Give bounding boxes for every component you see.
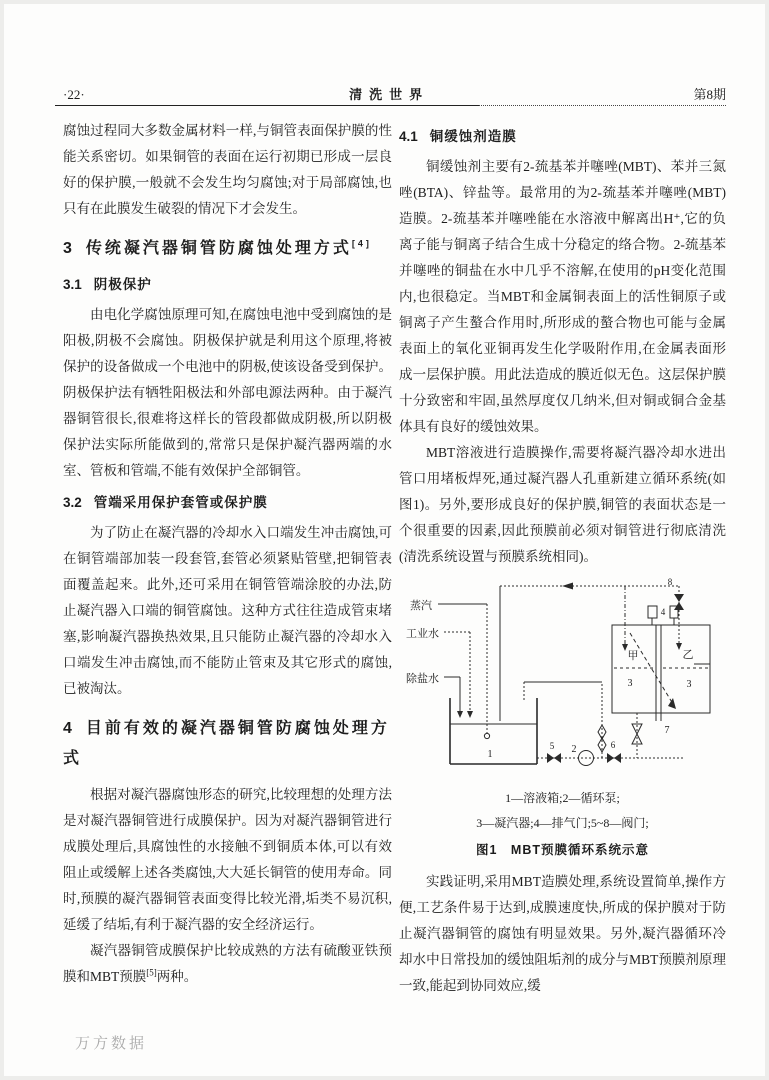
flow-arrow-diagonal <box>668 698 676 709</box>
label-valve-8: 8 <box>667 578 672 587</box>
label-pump-2: 2 <box>571 744 576 755</box>
valve-5-icon <box>554 753 561 763</box>
section-number: 3.1 <box>63 277 82 292</box>
section-title: 目前有效的凝汽器铜管防腐蚀处理方式 <box>63 720 390 767</box>
label-valve-6: 6 <box>610 740 615 750</box>
label-industrial-water: 工业水 <box>405 628 439 640</box>
paragraph-conclusion: 实践证明,采用MBT造膜处理,系统设置简单,操作方便,工艺条件易于达到,成膜速度快,所成的保护膜对于防止凝汽器铜管的腐蚀有明显效果。另外,凝汽器循环冷却水中日常投加的缓蚀阻垢剂的成分与MBT预膜剂原理一致,能起到协同效应,缓 <box>399 874 726 993</box>
label-side-b: 乙 <box>682 649 693 661</box>
paragraph-cathodic-protection: 由电化学腐蚀原理可知,在腐蚀电池中受到腐蚀的是阳极,阴极不会腐蚀。阴极保护就是利用这个原理,将被保护的设备做成一个电池中的阴极,使该设备受到保护。阴极保护法有牺牲阳极法和外部电源法两种。由于凝汽器铜管很长,很难将这样长的管段都做成阴极,所以阴极保护法实际所能做到的,常常只是保护凝汽器两端的水室、管板和管端,不能有效保护全部铜管。 <box>63 307 392 478</box>
paragraph-text: 两种。 <box>156 969 198 984</box>
section-3-2-heading <box>63 490 392 516</box>
figure-caption-line2: 3—凝汽器;4—排气门;5~8—阀门; <box>476 816 649 830</box>
section-number: 4 <box>63 720 72 737</box>
label-side-a: 甲 <box>627 650 638 662</box>
paragraph-two-methods <box>63 938 392 990</box>
vent-valve-icon <box>648 606 657 618</box>
flow-arrow-left <box>562 583 573 590</box>
label-condenser-3a: 3 <box>627 678 632 689</box>
steam-sparger <box>484 733 489 738</box>
label-demin-water: 除盐水 <box>405 673 439 685</box>
scanned-page <box>4 4 765 1076</box>
figure-caption-line1: 1—溶液箱;2—循环泵; <box>505 791 620 805</box>
page-header <box>63 84 726 103</box>
label-condenser-3b: 3 <box>686 679 691 690</box>
paragraph-film-protection: 根据对凝汽器腐蚀形态的研究,比较理想的处理方法是对凝汽器铜管进行成膜保护。因为对凝汽器铜管进行成膜处理后,具腐蚀性的水接触不到铜质本体,可以有效阻止或缓解上述各类腐蚀,大大延长铜管的使用寿命。同时,预膜的凝汽器铜管表面变得比较光滑,垢类不易沉积,延缓了结垢,有利于凝汽器的安全经济运行。 <box>63 787 392 932</box>
label-tank-1: 1 <box>487 749 492 760</box>
label-valve-5: 5 <box>549 741 554 751</box>
flow-arrow-down <box>467 711 473 718</box>
citation-ref: [4] <box>351 238 372 249</box>
valve-5-icon <box>547 753 554 763</box>
section-number: 3 <box>63 240 72 257</box>
citation-ref: [5] <box>146 967 157 978</box>
figure-diagram <box>402 578 724 776</box>
section-title: 传统凝汽器铜管防腐蚀处理方式 <box>85 240 352 257</box>
paragraph-continuation: 腐蚀过程同大多数金属材料一样,与铜管表面保护膜的性能关系密切。如果铜管的表面在运行初期已形成一层良好的保护膜,一般就不会发生均匀腐蚀;对于局部腐蚀,也只有在此膜发生破裂的情况下才会发生。 <box>63 123 392 216</box>
section-title: 阴极保护 <box>93 277 152 292</box>
valve-8-icon <box>674 594 684 602</box>
left-column <box>63 118 392 990</box>
valve-6-icon <box>607 753 614 763</box>
paragraph-mbt-chemistry: 铜缓蚀剂主要有2-巯基苯并噻唑(MBT)、苯并三氮唑(BTA)、锌盐等。最常用的为2-巯基苯并噻唑(MBT)造膜。2-巯基苯并噻唑能在水溶液中解离出H⁺,它的负离子能与铜离子结合生成十分稳定的络合物。2-巯基苯并噻唑的铜盐在水中几乎不溶解,在使用的pH变化范围内,也很稳定。当MBT和金属铜表面上的活性铜原子或铜离子产生螯合作用时,所形成的螯合物也可能与金属表面上的氧化亚铜再发生化学吸附作用,在金属表面形成一层保护膜。用此法造成的膜近似无色。这层保护膜十分致密和牢固,虽然厚度仅几纳米,但对铜或铜合金基体具有良好的缓蚀效果。 <box>399 159 726 434</box>
header-rule-dotted <box>479 105 726 106</box>
section-4-1-heading <box>399 124 726 150</box>
section-title: 铜缓蚀剂造膜 <box>429 129 517 144</box>
valve-6-icon <box>614 753 621 763</box>
section-3-heading <box>63 234 392 264</box>
paragraph-mbt-operation: MBT溶液进行造膜操作,需要将凝汽器冷却水进出管口用堵板焊死,通过凝汽器人孔重新建立循环系统(如图1)。另外,要形成良好的保护膜,铜管的表面状态是一个很重要的因素,因此预膜前必须对铜管进行彻底清洗(清洗系统设置与预膜系统相同)。 <box>399 445 726 564</box>
header-page-number: ·22· <box>63 87 85 102</box>
flow-arrow-down <box>457 711 463 718</box>
header-journal-title: 清洗世界 <box>349 87 430 102</box>
figure-title: 图1 MBT预膜循环系统示意 <box>475 843 650 857</box>
section-number: 3.2 <box>63 495 82 510</box>
header-issue: 第8期 <box>693 87 726 102</box>
section-4-heading <box>63 714 392 774</box>
figure-1 <box>399 578 726 863</box>
label-vent-4: 4 <box>660 607 665 617</box>
header-rule-solid <box>55 105 479 106</box>
right-column <box>399 118 726 999</box>
label-valve-7: 7 <box>664 725 669 736</box>
flow-arrow-down <box>676 643 682 650</box>
paragraph-sleeve-protection: 为了防止在凝汽器的冷却水入口端发生冲击腐蚀,可在铜管端部加装一段套管,套管必须紧贴管壁,把铜管表面覆盖起来。此外,还可采用在铜管管端涂胶的办法,防止凝汽器入口端的铜管腐蚀。这种方式往往造成管束堵塞,影响凝汽器换热效果,且只能防止凝汽器的冷却水入口端发生冲击腐蚀,而不能防止管束及其它形式的腐蚀,已被淘汰。 <box>63 525 392 696</box>
section-3-1-heading <box>63 272 392 298</box>
section-number: 4.1 <box>399 129 418 144</box>
section-title: 管端采用保护套管或保护膜 <box>93 495 268 510</box>
paragraph-text: 凝汽器铜管成膜保护比较成熟的方法有硫酸亚铁预膜和MBT预膜 <box>63 943 392 984</box>
label-steam: 蒸汽 <box>409 600 432 612</box>
wanfang-watermark: 万方数据 <box>75 1035 148 1052</box>
